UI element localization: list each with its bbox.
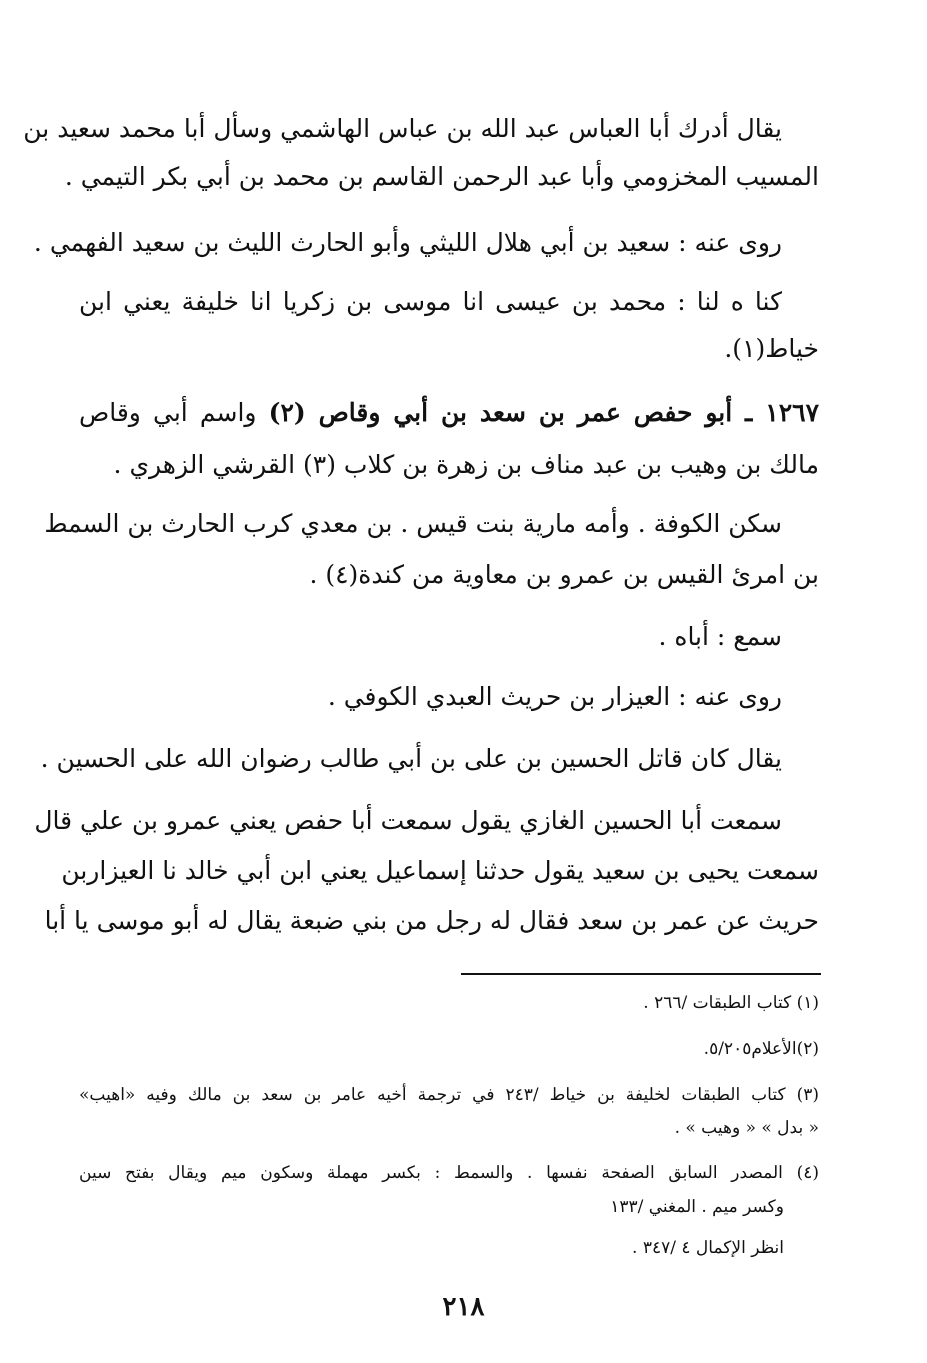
body-line: يقال أدرك أبا العباس عبد الله بن عباس الهاشمي وسأل أبا محمد سعيد بن bbox=[23, 114, 782, 143]
body-line: خياط(١). bbox=[724, 334, 819, 363]
entry-heading-line bbox=[79, 396, 819, 430]
body-line: حريث عن عمر بن سعد فقال له رجل من بني ضبعة يقال له أبو موسى يا أبا bbox=[44, 906, 819, 935]
body-line: بن امرئ القيس بن عمرو بن معاوية من كندة(٤) . bbox=[309, 560, 819, 589]
body-line: روى عنه : سعيد بن أبي هلال الليثي وأبو الحارث الليث بن سعيد الفهمي . bbox=[33, 228, 782, 257]
body-line: سمعت أبا الحسين الغازي يقول سمعت أبا حفص يعني عمرو بن علي قال bbox=[34, 806, 782, 835]
entry-heading-rest: واسم أبي وقاص bbox=[79, 398, 257, 427]
body-line: كنا ه لنا : محمد بن عيسى انا موسى بن زكريا انا خليفة يعني ابن bbox=[79, 287, 782, 316]
footnote-continuation: وكسر ميم . المغني /١٣٣ bbox=[610, 1197, 784, 1217]
footnote: (٤) المصدر السابق الصفحة نفسها . والسمط : بكسر مهملة وسكون ميم ويقال بفتح سين bbox=[79, 1163, 819, 1183]
footnote-continuation: « بدل » « وهيب » . bbox=[674, 1118, 819, 1138]
footnote-separator bbox=[461, 973, 821, 975]
body-line: سمع : أباه . bbox=[658, 622, 782, 651]
page-number: ٢١٨ bbox=[442, 1292, 485, 1322]
footnote: (٢)الأعلام٥/٢٠٥. bbox=[703, 1039, 819, 1059]
footnote: (٣) كتاب الطبقات لخليفة بن خياط /٢٤٣ في ترجمة أخيه عامر بن سعد بن مالك وفيه «اهيب» bbox=[79, 1085, 819, 1105]
body-line: المسيب المخزومي وأبا عبد الرحمن القاسم بن محمد بن أبي بكر التيمي . bbox=[64, 162, 819, 191]
footnote: (١) كتاب الطبقات /٢٦٦ . bbox=[643, 993, 819, 1013]
body-line: يقال كان قاتل الحسين بن على بن أبي طالب رضوان الله على الحسين . bbox=[40, 744, 782, 773]
body-line: مالك بن وهيب بن عبد مناف بن زهرة بن كلاب (٣) القرشي الزهري . bbox=[113, 450, 819, 479]
footnote-continuation: انظر الإكمال ٤ /٣٤٧ . bbox=[632, 1238, 784, 1258]
body-line: سكن الكوفة . وأمه مارية بنت قيس . بن معدي كرب الحارث بن السمط bbox=[44, 509, 782, 538]
body-line: سمعت يحيى بن سعيد يقول حدثنا إسماعيل يعني ابن أبي خالد نا العيزاربن bbox=[61, 856, 819, 885]
entry-heading: ١٢٦٧ ـ أبو حفص عمر بن سعد بن أبي وقاص (٢) bbox=[268, 398, 819, 427]
body-line: روى عنه : العيزار بن حريث العبدي الكوفي . bbox=[327, 682, 782, 711]
